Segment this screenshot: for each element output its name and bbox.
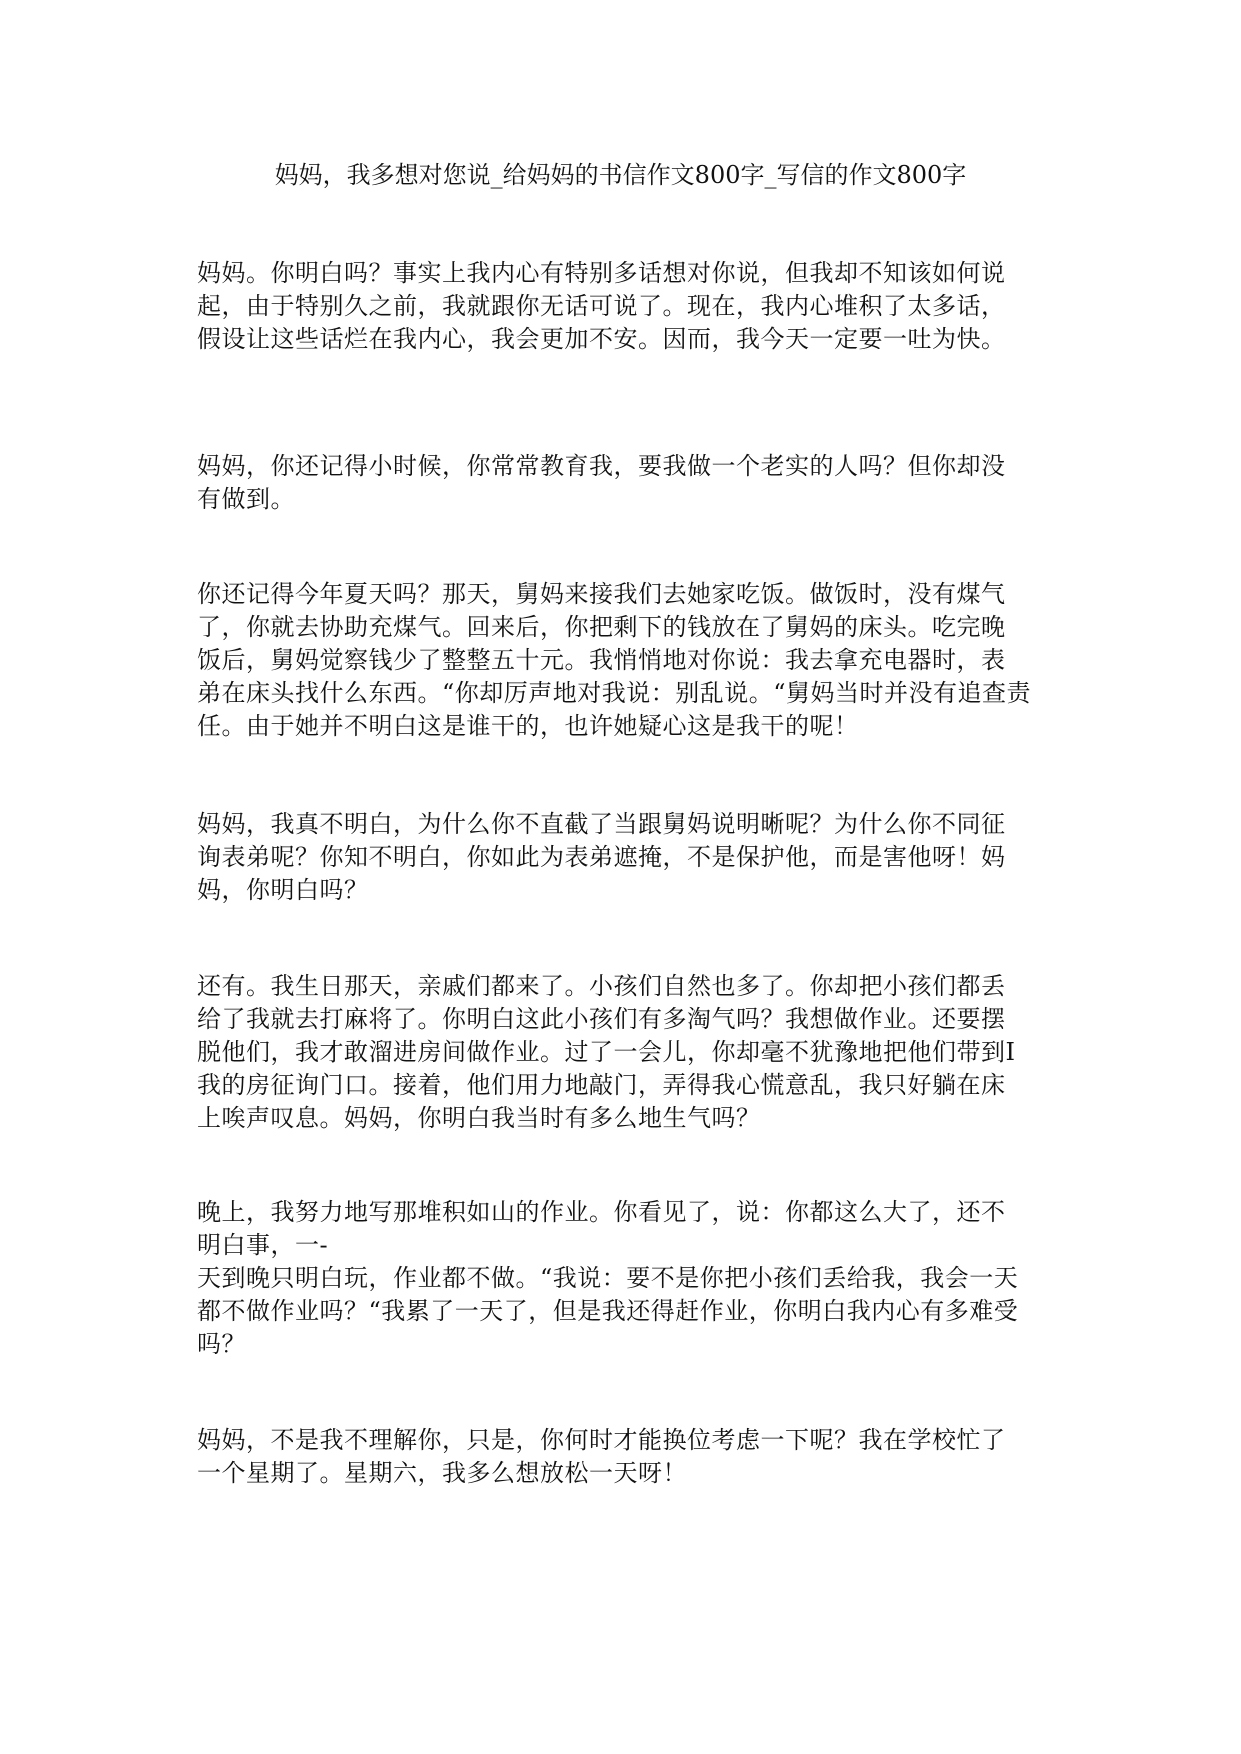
paragraph-line: 弟在床头找什么东西。“你却厉声地对我说：别乱说。“舅妈当时并没有追查责 bbox=[197, 679, 1032, 707]
paragraph-line: 上唉声叹息。妈妈，你明白我当时有多么地生气吗？ bbox=[197, 1104, 761, 1132]
paragraph-6 bbox=[197, 1196, 1018, 1361]
paragraph-line: 还有。我生日那天，亲戚们都来了。小孩们自然也多了。你却把小孩们都丢 bbox=[197, 972, 1006, 1000]
paragraph-line: 妈妈，你还记得小时候，你常常教育我，要我做一个老实的人吗？但你却没 bbox=[197, 452, 1006, 480]
paragraph-line: 了，你就去协助充煤气。回来后，你把剩下的钱放在了舅妈的床头。吃完晚 bbox=[197, 613, 1006, 641]
paragraph-line: 询表弟呢？你知不明白，你如此为表弟遮掩，不是保护他，而是害他呀！妈 bbox=[197, 843, 1006, 871]
paragraph-line: 妈妈，不是我不理解你，只是，你何时才能换位考虑一下呢？我在学校忙了 bbox=[197, 1426, 1006, 1454]
paragraph-line: 都不做作业吗？“我累了一天了，但是我还得赶作业，你明白我内心有多难受 bbox=[197, 1297, 1019, 1325]
paragraph-line: 任。由于她并不明白这是谁干的，也许她疑心这是我干的呢！ bbox=[197, 712, 859, 740]
paragraph-line: 妈妈。你明白吗？事实上我内心有特别多话想对你说，但我却不知该如何说 bbox=[197, 259, 1006, 287]
paragraph-line: 晚上，我努力地写那堆积如山的作业。你看见了，说：你都这么大了，还不 bbox=[197, 1198, 1006, 1226]
paragraph-line: 脱他们，我才敢溜进房间做作业。过了一会儿，你却毫不犹豫地把他们带到I bbox=[197, 1038, 1016, 1066]
paragraph-1 bbox=[197, 257, 1006, 356]
paragraph-2 bbox=[197, 450, 1006, 516]
paragraph-line: 天到晚只明白玩，作业都不做。“我说：要不是你把小孩们丢给我，我会一天 bbox=[197, 1264, 1019, 1292]
paragraph-line: 妈，你明白吗？ bbox=[197, 876, 369, 904]
paragraph-line: 饭后，舅妈觉察钱少了整整五十元。我悄悄地对你说：我去拿充电器时，表 bbox=[197, 646, 1006, 674]
paragraph-line: 一个星期了。星期六，我多么想放松一天呀！ bbox=[197, 1459, 687, 1487]
paragraph-line: 有做到。 bbox=[197, 485, 295, 513]
paragraph-line: 吗？ bbox=[197, 1330, 246, 1358]
paragraph-5 bbox=[197, 970, 1015, 1135]
paragraph-line: 妈妈，我真不明白，为什么你不直截了当跟舅妈说明晰呢？为什么你不同征 bbox=[197, 810, 1006, 838]
paragraph-7 bbox=[197, 1424, 1006, 1490]
paragraph-4 bbox=[197, 808, 1006, 907]
paragraph-line: 起，由于特别久之前，我就跟你无话可说了。现在，我内心堆积了太多话， bbox=[197, 292, 1006, 320]
paragraph-line: 明白事，一- bbox=[197, 1231, 329, 1259]
document-title: 妈妈，我多想对您说_给妈妈的书信作文800字_写信的作文800字 bbox=[274, 161, 967, 189]
paragraph-3 bbox=[197, 578, 1031, 743]
paragraph-line: 你还记得今年夏天吗？那天，舅妈来接我们去她家吃饭。做饭时，没有煤气 bbox=[197, 580, 1006, 608]
paragraph-line: 我的房征询门口。接着，他们用力地敲门，弄得我心慌意乱，我只好躺在床 bbox=[197, 1071, 1006, 1099]
paragraph-line: 给了我就去打麻将了。你明白这此小孩们有多淘气吗？我想做作业。还要摆 bbox=[197, 1005, 1006, 1033]
paragraph-line: 假设让这些话烂在我内心，我会更加不安。因而，我今天一定要一吐为快。 bbox=[197, 325, 1006, 353]
